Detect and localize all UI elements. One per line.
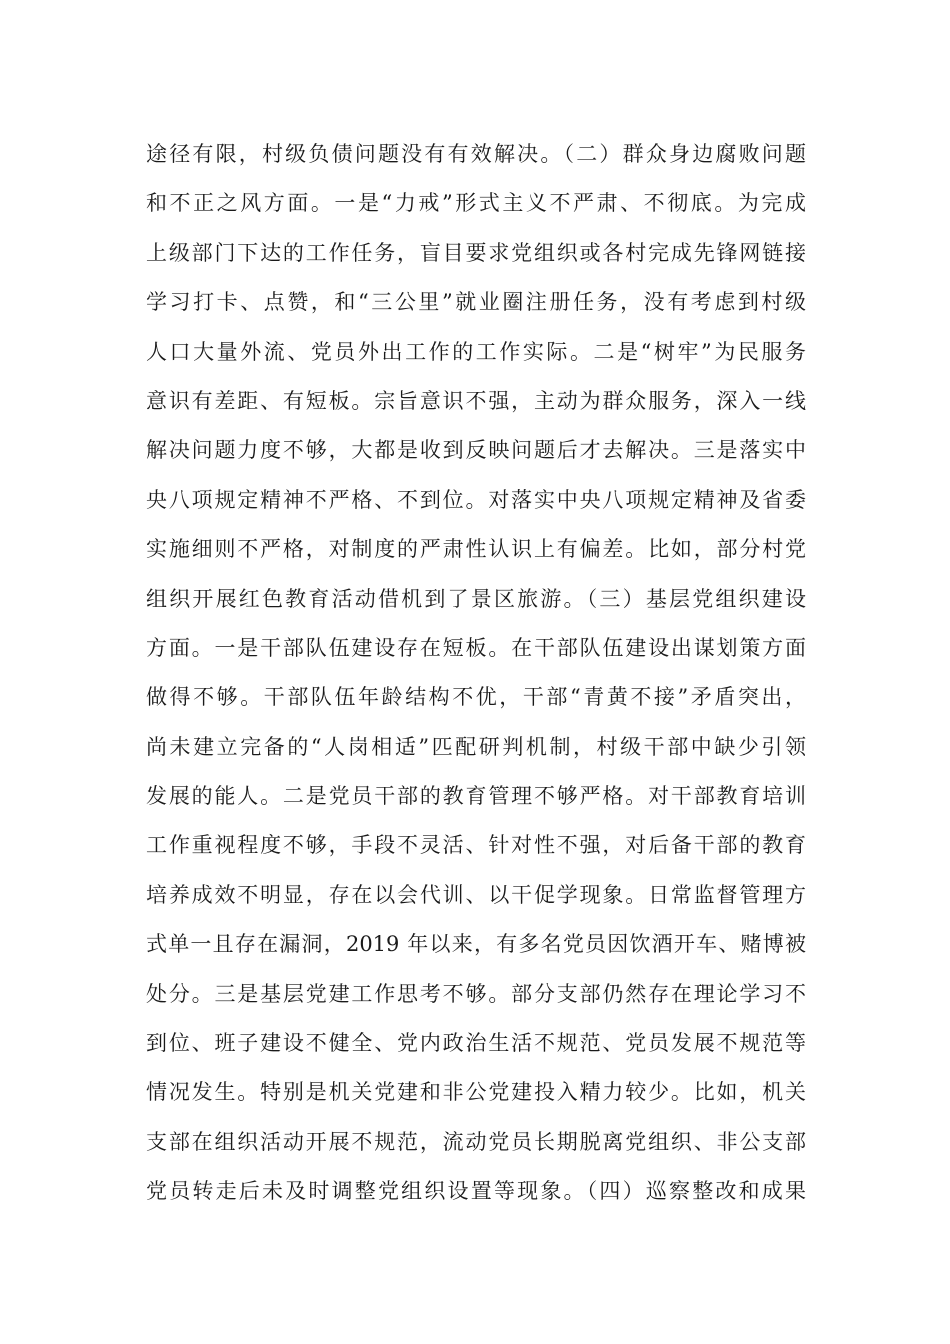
- text-line: 情况发生。特别是机关党建和非公党建投入精力较少。比如，机关: [146, 1080, 806, 1105]
- text-line: 党员转走后未及时调整党组织设置等现象。（四）巡察整改和成果: [146, 1179, 806, 1204]
- text-line: 工作重视程度不够，手段不灵活、针对性不强，对后备干部的教育: [146, 833, 806, 858]
- text-line: 培养成效不明显，存在以会代训、以干促学现象。日常监督管理方: [146, 882, 806, 907]
- text-line: 处分。三是基层党建工作思考不够。部分支部仍然存在理论学习不: [146, 981, 806, 1006]
- text-line: 人口大量外流、党员外出工作的工作实际。二是“树牢”为民服务: [146, 339, 806, 364]
- text-line: 实施细则不严格，对制度的严肃性认识上有偏差。比如，部分村党: [146, 537, 806, 562]
- text-line: 央八项规定精神不严格、不到位。对落实中央八项规定精神及省委: [146, 487, 806, 512]
- text-line: 做得不够。干部队伍年龄结构不优，干部“青黄不接”矛盾突出，: [146, 685, 806, 710]
- text-line: 上级部门下达的工作任务，盲目要求党组织或各村完成先锋网链接: [146, 240, 806, 265]
- text-line: 和不正之风方面。一是“力戒”形式主义不严肃、不彻底。为完成: [146, 191, 806, 216]
- text-line: 尚未建立完备的“人岗相适”匹配研判机制，村级干部中缺少引领: [146, 734, 806, 759]
- text-line: 学习打卡、点赞，和“三公里”就业圈注册任务，没有考虑到村级: [146, 290, 806, 315]
- text-line: 解决问题力度不够，大都是收到反映问题后才去解决。三是落实中: [146, 438, 806, 463]
- text-line: 组织开展红色教育活动借机到了景区旅游。（三）基层党组织建设: [146, 586, 806, 611]
- text-line: 意识有差距、有短板。宗旨意识不强，主动为群众服务，深入一线: [146, 388, 806, 413]
- text-line: 发展的能人。二是党员干部的教育管理不够严格。对干部教育培训: [146, 784, 806, 809]
- text-line: 支部在组织活动开展不规范，流动党员长期脱离党组织、非公支部: [146, 1129, 806, 1154]
- body-text: [146, 130, 806, 1217]
- text-line: 方面。一是干部队伍建设存在短板。在干部队伍建设出谋划策方面: [146, 635, 806, 660]
- text-line: 途径有限，村级负债问题没有有效解决。（二）群众身边腐败问题: [146, 142, 806, 166]
- text-line: 到位、班子建设不健全、党内政治生活不规范、党员发展不规范等: [146, 1031, 806, 1056]
- text-line: 式单一且存在漏洞，2019 年以来，有多名党员因饮酒开车、赌博被: [146, 932, 806, 957]
